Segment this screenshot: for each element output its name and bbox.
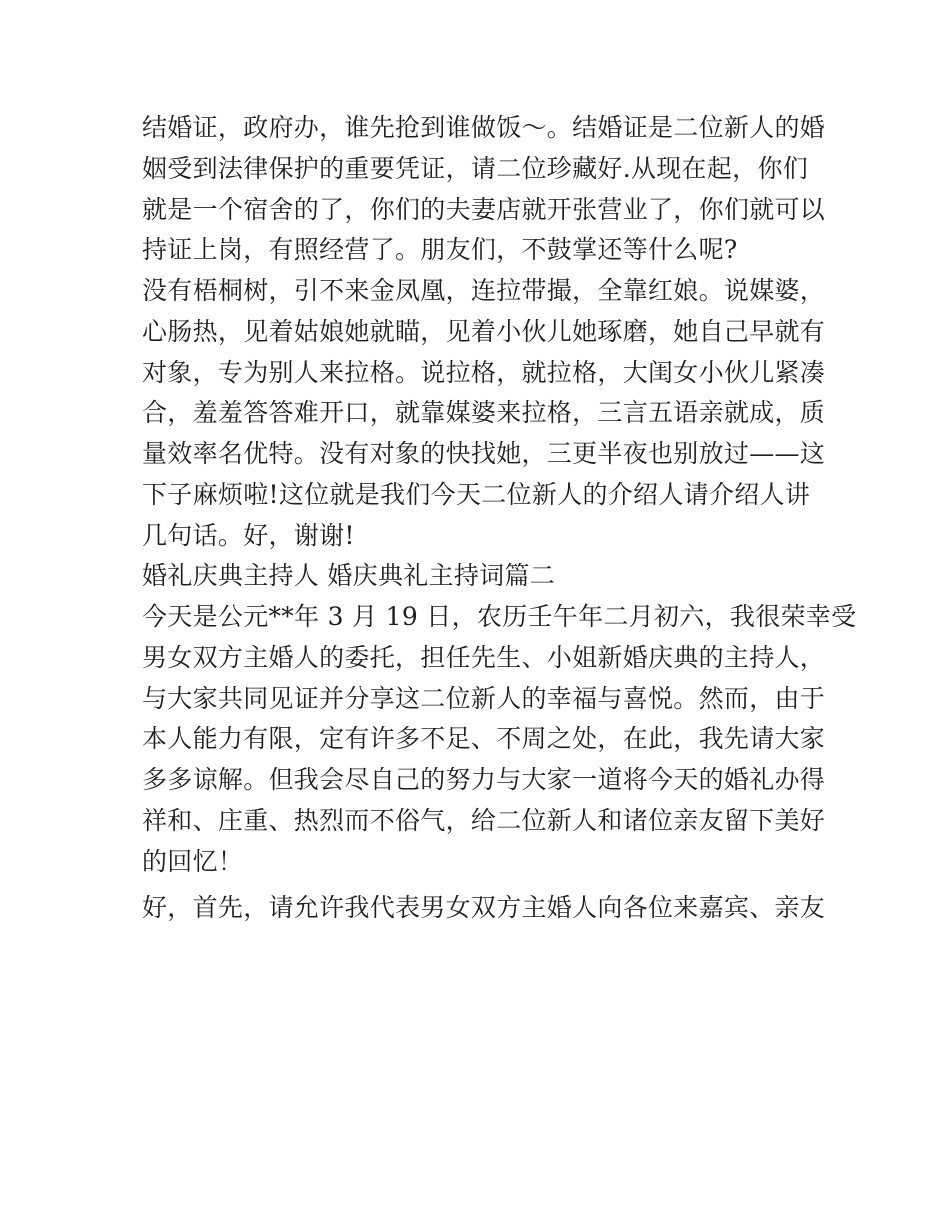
text-line: 心肠热，见着姑娘她就瞄，见着小伙儿她琢磨，她自己早就有 xyxy=(142,316,826,346)
text-line: 多多谅解。但我会尽自己的努力与大家一道将今天的婚礼办得 xyxy=(142,765,826,794)
section-heading: 婚礼庆典主持人 婚庆典礼主持词篇二 xyxy=(142,561,556,591)
text-line: 持证上岗，有照经营了。朋友们，不鼓掌还等什么呢? xyxy=(142,235,738,265)
text-line: 男女双方主婚人的委托，担任先生、小姐新婚庆典的主持人， xyxy=(142,642,826,672)
text-line: 合，羞羞答答难开口，就靠媒婆来拉格，三言五语亲就成，质 xyxy=(142,398,826,428)
text-line: 的回忆！ xyxy=(142,846,244,876)
text-line: 量效率名优特。没有对象的快找她，三更半夜也别放过——这 xyxy=(142,439,826,468)
document-body xyxy=(142,108,857,929)
text-line: 姻受到法律保护的重要凭证，请二位珍藏好.从现在起，你们 xyxy=(142,153,809,183)
text-line: 对象，专为别人来拉格。说拉格，就拉格，大闺女小伙儿紧凑 xyxy=(142,357,826,387)
text-line: 与大家共同见证并分享这二位新人的幸福与喜悦。然而，由于 xyxy=(142,683,826,713)
text-line: 就是一个宿舍的了，你们的夫妻店就开张营业了，你们就可以 xyxy=(142,194,826,224)
text-line: 今天是公元**年 3 月 19 日，农历壬午年二月初六，我很荣幸受 xyxy=(142,602,857,631)
text-line: 没有梧桐树，引不来金凤凰，连拉带撮，全靠红娘。说媒婆， xyxy=(142,276,826,305)
text-line: 祥和、庄重、热烈而不俗气，给二位新人和诸位亲友留下美好 xyxy=(142,805,826,835)
text-line: 几句话。好，谢谢! xyxy=(142,520,355,550)
text-line: 好，首先，请允许我代表男女双方主婚人向各位来嘉宾、亲友 xyxy=(142,893,826,923)
text-line: 下子麻烦啦!这位就是我们今天二位新人的介绍人请介绍人讲 xyxy=(142,479,811,509)
text-line: 本人能力有限，定有许多不足、不周之处，在此，我先请大家 xyxy=(142,724,826,754)
text-line: 结婚证，政府办，谁先抢到谁做饭～。结婚证是二位新人的婚 xyxy=(142,113,826,142)
